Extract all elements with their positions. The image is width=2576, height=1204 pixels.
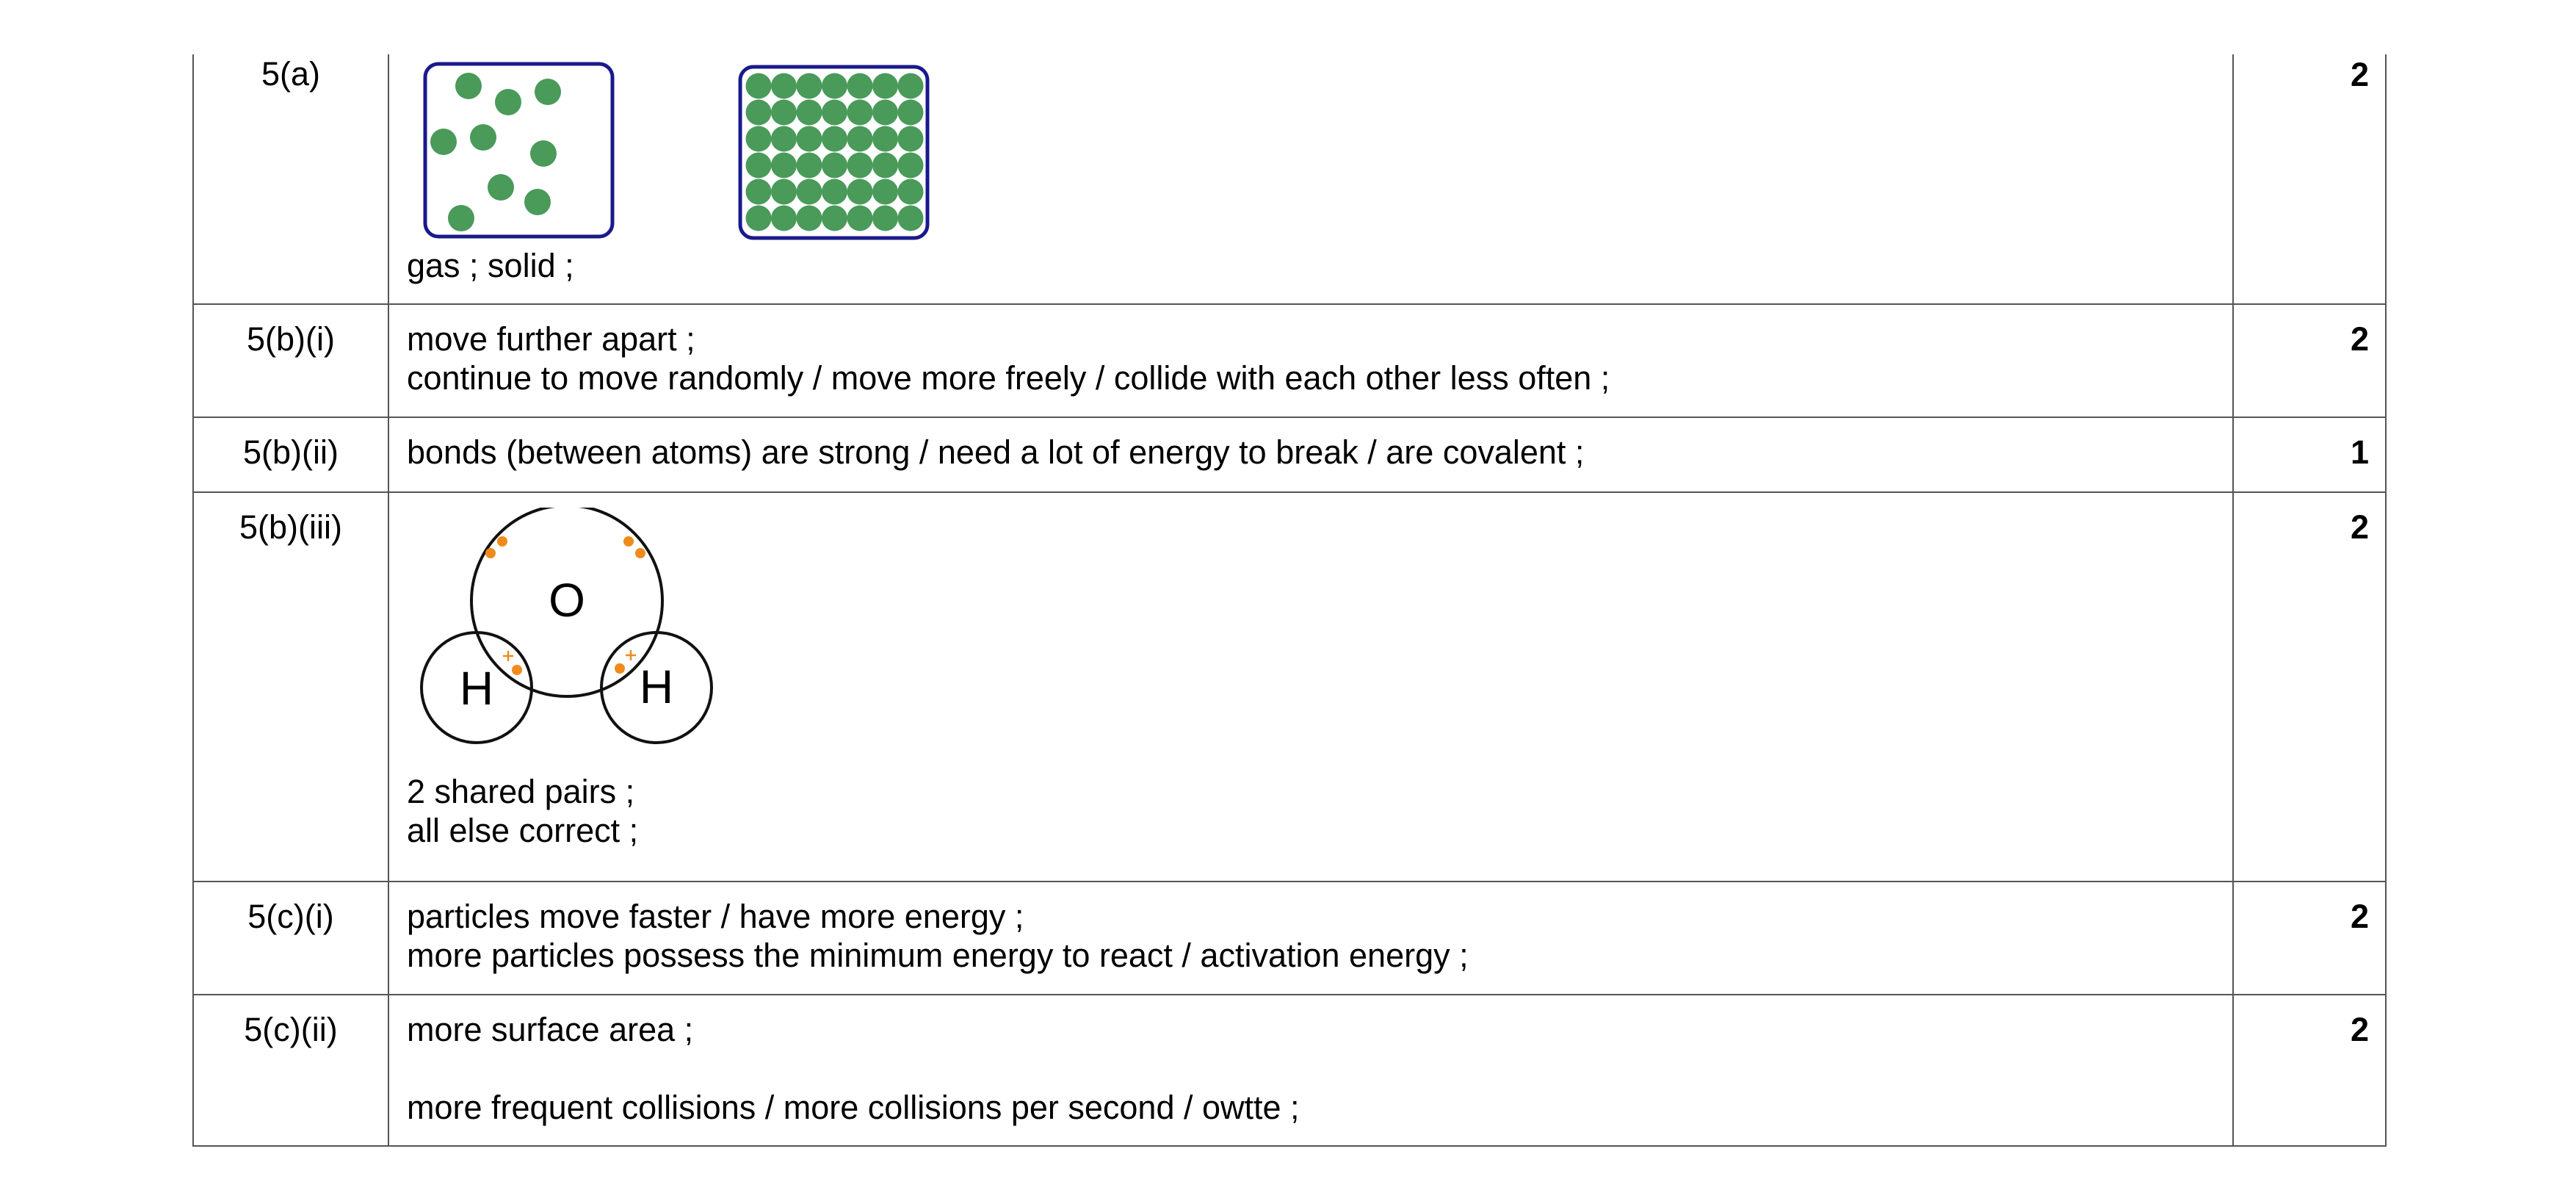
answer-line: more surface area ; bbox=[407, 1011, 694, 1048]
solid-particle bbox=[822, 179, 847, 205]
water-dot-cross-diagram bbox=[407, 508, 745, 772]
gas-particle bbox=[470, 124, 496, 151]
marks-value: 2 bbox=[2233, 492, 2386, 882]
solid-particle bbox=[771, 153, 797, 179]
table-row bbox=[193, 304, 2386, 417]
answer-cell bbox=[388, 492, 2233, 882]
solid-particle bbox=[872, 153, 898, 179]
solid-particle-box bbox=[740, 67, 927, 238]
solid-particle bbox=[898, 126, 924, 152]
mark-scheme-table bbox=[192, 54, 2387, 1147]
solid-particle bbox=[847, 126, 873, 152]
solid-particle bbox=[746, 206, 772, 231]
solid-particle bbox=[771, 179, 797, 205]
gas-particle bbox=[530, 140, 557, 167]
solid-particle bbox=[872, 206, 898, 231]
answer-cell bbox=[388, 304, 2233, 417]
hydrogen-left-symbol: H bbox=[459, 662, 494, 715]
solid-particle bbox=[771, 206, 797, 231]
gas-particle bbox=[455, 73, 482, 99]
gas-particle bbox=[524, 189, 551, 215]
solid-particle bbox=[797, 100, 822, 126]
marks-value: 2 bbox=[2233, 304, 2386, 417]
solid-particle bbox=[746, 153, 772, 179]
gas-particle bbox=[430, 129, 457, 155]
answer-line: particles move faster / have more energy ; bbox=[407, 898, 1024, 935]
question-number: 5(a) bbox=[193, 54, 388, 304]
solid-particle bbox=[898, 206, 924, 231]
marks-value: 1 bbox=[2233, 417, 2386, 492]
solid-particle bbox=[898, 179, 924, 205]
table-row bbox=[193, 995, 2386, 1146]
solid-particle bbox=[847, 206, 873, 231]
solid-particle bbox=[797, 73, 822, 99]
question-number: 5(b)(ii) bbox=[193, 417, 388, 492]
solid-particle bbox=[872, 179, 898, 205]
solid-particle bbox=[872, 73, 898, 99]
gas-particle bbox=[448, 205, 474, 231]
gas-particle bbox=[488, 174, 514, 201]
solid-particle bbox=[746, 73, 772, 99]
oxygen-symbol: O bbox=[549, 574, 585, 627]
solid-particle bbox=[847, 100, 873, 126]
solid-particle bbox=[872, 126, 898, 152]
solid-particle bbox=[797, 179, 822, 205]
solid-particle bbox=[822, 73, 847, 99]
gas-particle-box bbox=[425, 64, 612, 237]
answer-line: move further apart ; bbox=[407, 320, 695, 358]
question-number: 5(b)(iii) bbox=[193, 492, 388, 882]
marks-value: 2 bbox=[2233, 882, 2386, 995]
solid-particle bbox=[771, 126, 797, 152]
table-row bbox=[193, 882, 2386, 995]
question-number: 5(c)(i) bbox=[193, 882, 388, 995]
solid-particle bbox=[797, 153, 822, 179]
solid-particle bbox=[898, 100, 924, 126]
answer-line: more particles possess the minimum energy to react / activation energy ; bbox=[407, 937, 1469, 974]
table-row bbox=[193, 492, 2386, 882]
answer-cell bbox=[388, 417, 2233, 492]
marks-value: 2 bbox=[2233, 54, 2386, 304]
solid-particle bbox=[746, 179, 772, 205]
answer-line: gas ; solid ; bbox=[407, 247, 574, 284]
spacer bbox=[407, 1049, 2232, 1088]
table-row bbox=[193, 417, 2386, 492]
particle-diagrams bbox=[407, 55, 936, 246]
gas-particle bbox=[535, 79, 561, 105]
solid-particle bbox=[746, 100, 772, 126]
solid-particle bbox=[872, 100, 898, 126]
solid-particle bbox=[797, 126, 822, 152]
answer-cell bbox=[388, 995, 2233, 1146]
solid-particle bbox=[898, 73, 924, 99]
answer-line: more frequent collisions / more collisions per second / owtte ; bbox=[407, 1089, 1300, 1126]
solid-particle bbox=[847, 153, 873, 179]
question-number: 5(b)(i) bbox=[193, 304, 388, 417]
answer-line: bonds (between atoms) are strong / need a lot of energy to break / are covalent ; bbox=[407, 433, 1585, 471]
solid-particle bbox=[822, 126, 847, 152]
solid-particle bbox=[822, 206, 847, 231]
solid-particle bbox=[771, 73, 797, 99]
solid-particle bbox=[746, 126, 772, 152]
solid-particle bbox=[797, 206, 822, 231]
solid-particle bbox=[822, 153, 847, 179]
question-number: 5(c)(ii) bbox=[193, 995, 388, 1146]
solid-particle bbox=[771, 100, 797, 126]
answer-line: continue to move randomly / move more freely / collide with each other less often ; bbox=[407, 359, 1610, 397]
solid-particle bbox=[822, 100, 847, 126]
hydrogen-right-symbol: H bbox=[639, 660, 674, 713]
answer-line: 2 shared pairs ; bbox=[407, 773, 635, 810]
solid-particle bbox=[847, 179, 873, 205]
answer-cell bbox=[388, 882, 2233, 995]
marks-value: 2 bbox=[2233, 995, 2386, 1146]
solid-particle bbox=[847, 73, 873, 99]
gas-particle bbox=[495, 89, 521, 115]
table-row bbox=[193, 54, 2386, 304]
answer-cell bbox=[388, 54, 2233, 304]
solid-particle bbox=[898, 153, 924, 179]
answer-line: all else correct ; bbox=[407, 812, 639, 849]
